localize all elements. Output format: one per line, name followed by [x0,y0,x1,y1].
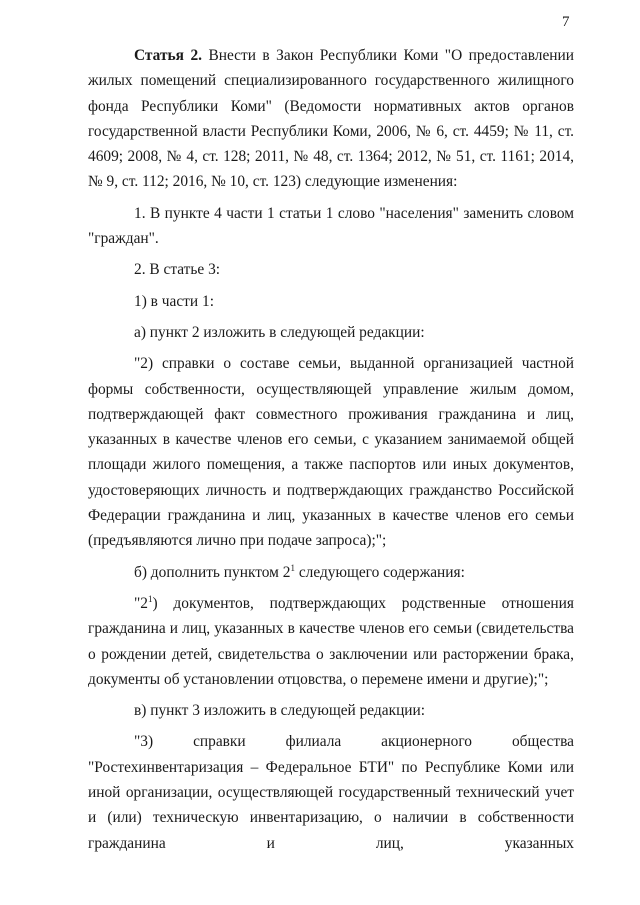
article-text: Внести в Закон Республики Коми "О предоставлении жилых помещений специализированного государственного жилищного фонда Республики Коми" (Ведомости нормативных актов органов государственной власти Республики Коми, 2006, № 6, ст. 4459; № 11, ст. 4609; 2008, № 4, ст. 128; 2011, № 48, ст. 1364; 2012, № 51, ст. 1161; 2014, № 9, ст. 112; 2016, № 10, ст. 123) следующие изменения: [88,47,574,191]
paragraph-8: в) пункт 3 изложить в следующей редакции: [134,702,426,720]
paragraph-5: "2) справки о составе семьи, выданной организацией частной формы собственности, осуществляющей управление жилым домом, подтверждающей факт совместного проживания гражданина и лиц, указанных в качестве членов его семьи, с указанием занимаемой общей площади жилого помещения, а также паспортов или иных документов, удостоверяющих личность и подтверждающих гражданство Российской Федерации гражданина и лиц, указанных в качестве членов его семьи (предъявляются лично при подаче запроса);"; [88,355,574,550]
paragraph-6 [88,560,574,585]
paragraph-1: 1. В пункте 4 части 1 статьи 1 слово "населения" заменить словом "граждан". [88,204,574,248]
paragraph-7 [88,591,574,692]
paragraph-6-pre: б) дополнить пунктом 2 [134,563,291,581]
article-label: Статья 2. [134,47,202,64]
paragraph-6-post: следующего содержания: [294,563,465,581]
paragraph-6-superscript: 1 [290,562,295,573]
page-number: 7 [562,14,570,30]
article-2-paragraph [88,43,574,195]
paragraph-7-post: ) документов, подтверждающих родственные отношения гражданина и лиц, указанных в качестве членов его семьи (свидетельства о рождении детей, свидетельства о заключении или расторжении брака, документы об установлении отцовства, о перемене имени и другие);"; [88,594,574,688]
paragraph-7-pre: "2 [134,594,148,612]
paragraph-3: 1) в части 1: [134,292,214,310]
paragraph-7-superscript: 1 [147,593,153,604]
paragraph-4: а) пункт 2 изложить в следующей редакции: [134,323,425,341]
document-body [88,43,574,862]
paragraph-9: "3) справки филиала акционерного общества "Ростехинвентаризация – Федеральное БТИ" по Республике Коми или иной организации, осуществляющей государственный технический учет и (или) техническую инвентаризацию, о наличии в собственности гражданина и лиц, указанных [88,733,574,852]
paragraph-2: 2. В статье 3: [134,261,221,279]
